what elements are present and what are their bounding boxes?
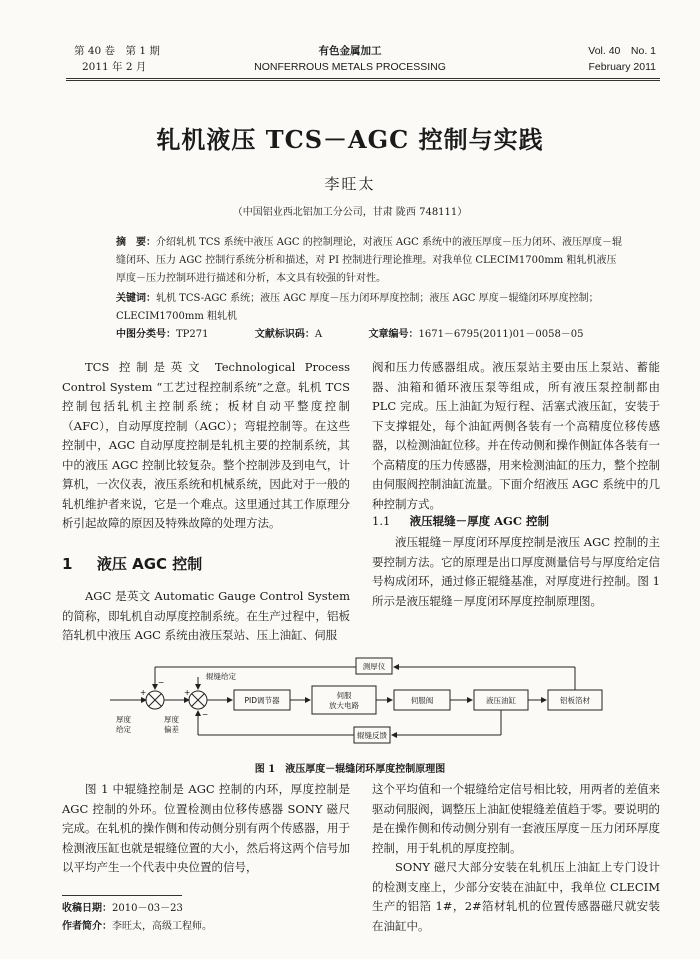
footnote-rule <box>62 895 182 896</box>
section-1-heading <box>62 553 202 574</box>
abstract-text: 介绍轧机 TCS 系统中液压 AGC 的控制理论，对液压 AGC 系统中的液压厚度－压力闭环、液压厚度－辊缝闭环、压力 AGC 控制行系统分析和描述，对 PI 控制进行理论推理。对我单位 CLECIM1700mm 粗轧机液压厚度－压力控制环进行描述和分析，本文具有较强的针对性。 <box>116 237 622 284</box>
left-column <box>62 358 350 534</box>
keywords-label: 关键词： <box>116 293 156 304</box>
affiliation: （中国铝业西北铝加工分公司，甘肃 陇西 748111） <box>232 207 468 218</box>
header-date: 2011 年 2 月 <box>82 61 147 73</box>
sony-paragraph: SONY 磁尺大部分安装在轧机压上油缸上专门设计的检测支座上，少部分安装在油缸中，我单位 CLECIM 生产的铝箔 1#，2#箔材轧机的位置传感器磁尺就安装在油缸中。 <box>372 860 660 933</box>
thickness-setpoint-label-2: 给定 <box>116 725 131 734</box>
left-column-2 <box>62 587 350 646</box>
article-number: 1671－6795(2011)01－0058－05 <box>418 329 584 340</box>
figure-1-caption: 图 1 液压厚度－辊缝闭环厚度控制原理图 <box>254 764 446 775</box>
plus-sign-1: + <box>140 688 147 697</box>
gap-setpoint-label: 辊缝给定 <box>206 672 236 681</box>
header-volume: 第 40 卷 第 1 期 <box>74 45 160 57</box>
plate-label: 铝板箔材 <box>560 696 590 705</box>
received-label: 收稿日期： <box>62 903 112 914</box>
right-column-2 <box>372 533 660 611</box>
lower-left-column <box>62 780 350 878</box>
keywords <box>116 290 626 326</box>
subsection-1-1-heading <box>372 513 549 529</box>
pid-label: PID调节器 <box>244 696 280 705</box>
header-journal-cn: 有色金属加工 <box>318 45 382 57</box>
subsection-number: 1.1 <box>372 514 391 528</box>
received-value: 2010－03－23 <box>112 903 183 914</box>
section-1-title: 液压 AGC 控制 <box>96 555 203 573</box>
thickness-setpoint-label-1: 厚度 <box>116 715 131 724</box>
intro-paragraph: TCS 控制是英文 Technological Process Control System “工艺过程控制系统”之意。轧机 TCS 控制包括轧机主控制系统；板材自动平整度控制（AFC），自动厚度控制（AGC）；弯辊控制等。在这些控制中，AGC 自动厚度控制是轧机主要的控制系统，其中的液压 AGC 控制比较复杂。整个控制涉及到电气，计算机，一次仪表，液压系统和机械系统，因此对于一般的轧机维护者来说，它是一个难点。这里通过其工作原理分析引起故障的原因及特殊故障的处理方法。 <box>62 360 350 530</box>
hydraulic-paragraph: 阀和压力传感器组成。液压泵站主要由压上泵站、蓄能器、油箱和循环液压泵等组成，所有液压泵控制都由 PLC 完成。压上油缸为短行程、活塞式液压缸，安装于下支撑辊处，每个油缸两侧各装有一个高精度位移传感器，以检测油缸位移。并在传动侧和操作侧缸体各装有一个高精度的压力传感器，用来检测油缸的压力，整个控制由伺服阀控制油缸流量。下面介绍液压 AGC 系统中的几种控制方式。 <box>372 360 660 511</box>
header-date-en: February 2011 <box>588 61 656 73</box>
header-volume-en: Vol. 40 No. 1 <box>588 45 656 57</box>
keywords-text: 轧机 TCS-AGC 系统；液压 AGC 厚度－压力闭环厚度控制；液压 AGC 厚度－辊缝闭环厚度控制；CLECIM1700mm 粗轧机 <box>116 293 599 322</box>
header-rule-2 <box>66 80 660 81</box>
doc-code: A <box>314 329 323 340</box>
section-1-number: 1 <box>62 555 73 573</box>
servo-valve-label: 伺服阀 <box>410 696 434 705</box>
clc-code: TP271 <box>176 329 209 340</box>
header-journal-en: NONFERROUS METALS PROCESSING <box>254 61 446 73</box>
clc-label: 中图分类号： <box>116 329 176 340</box>
thickness-deviation-label-2: 偏差 <box>164 725 179 734</box>
subsection-title: 液压辊缝－厚度 AGC 控制 <box>409 514 550 528</box>
servo-amp-label-1: 伺服 <box>336 691 352 700</box>
agc-paragraph: AGC 是英文 Automatic Gauge Control System 的简称，即轧机自动厚度控制系统。在生产过程中，铝板箔轧机中液压 AGC 系统由液压泵站、压上油缸、伺服 <box>62 589 350 642</box>
received-date <box>62 900 183 918</box>
bio-label: 作者简介： <box>62 921 112 932</box>
bio-value: 李旺太，高级工程师。 <box>112 921 212 932</box>
plus-sign-2: + <box>184 688 191 697</box>
minus-sign-2: − <box>202 710 209 719</box>
thickness-deviation-label-1: 厚度 <box>164 715 179 724</box>
average-paragraph: 这个平均值和一个辊缝给定信号相比较，用两者的差值来驱动伺服阀，调整压上油缸使辊缝差值趋于零。要说明的是在操作侧和传动侧分别有一套液压厚度－压力闭环厚度控制，用于轧机的厚度控制。 <box>372 782 660 855</box>
gap-feedback-label: 辊缝反馈 <box>357 731 387 740</box>
thickness-gauge-label: 测厚仪 <box>362 662 386 671</box>
cylinder-label: 液压油缸 <box>486 696 516 705</box>
figure-explanation-paragraph: 图 1 中辊缝控制是 AGC 控制的内环，厚度控制是 AGC 控制的外环。位置检测由位移传感器 SONY 磁尺完成。在轧机的操作侧和传动侧分别有两个传感器，用于检测液压缸也就是辊缝位置的大小，然后将这两个信号加以平均产生一个代表中央位置的信号， <box>62 782 350 874</box>
classification-line <box>116 326 626 344</box>
article-number-label: 文章编号： <box>368 329 419 340</box>
author: 李旺太 <box>324 175 376 193</box>
gap-control-paragraph: 液压辊缝－厚度闭环厚度控制是液压 AGC 控制的主要控制方法。它的原理是出口厚度测量信号与厚度给定信号构成闭环，通过修正辊缝基准，对厚度进行控制。图 1 所示是液压辊缝－厚度闭环厚度控制原理图。 <box>372 535 660 608</box>
doc-code-label: 文献标识码： <box>254 329 315 340</box>
author-bio <box>62 918 212 936</box>
abstract-label: 摘 要： <box>116 237 156 248</box>
paper-title: 轧机液压 TCS－AGC 控制与实践 <box>156 125 544 154</box>
abstract <box>116 234 626 288</box>
servo-amp-label-2: 放大电路 <box>329 701 359 710</box>
header-rule <box>66 78 660 79</box>
lower-right-column <box>372 780 660 936</box>
minus-sign-1: − <box>158 678 165 687</box>
right-column <box>372 358 660 514</box>
figure-1-diagram <box>110 655 605 745</box>
